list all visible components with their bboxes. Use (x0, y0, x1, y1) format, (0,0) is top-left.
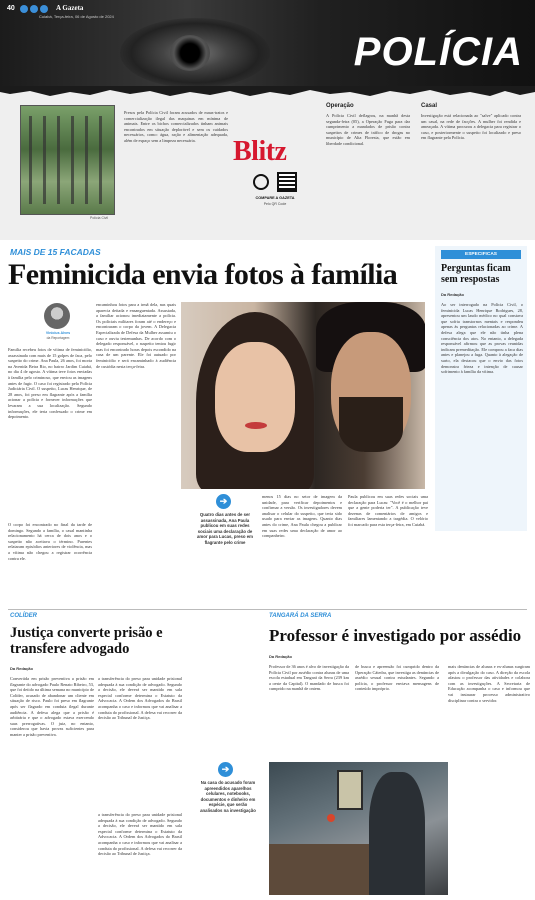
section-title: POLÍCIA (353, 30, 523, 74)
section-divider (8, 609, 527, 610)
brand-name: A Gazeta (56, 4, 84, 12)
qr-code-icon (277, 172, 297, 192)
torn-edge-shape (0, 86, 535, 98)
bottom-left-byline: Da Redação (10, 666, 33, 671)
edition-date: Cuiabá, Terça-feira, 06 de Agosto de 2024 (39, 14, 114, 19)
sidebar-byline: Da Redação (441, 292, 464, 297)
bottom-left-column-1: Convertida em prisão preventiva a prisão em flagrante do advogado Paulo Renato Ribeiro, 53, que foi detido na última semana no município de Colíder, acusado de abandonar um cliente em situação de risco. Paulo foi preso em flagrante após ser flagrado em conduta ilegal durante audiência. A defesa alega que a prisão é arbitrária e que o advogado estava exercendo suas prerrogativas. O juiz, no entanto, considerou que havia provas suficientes para manter a prisão preventiva. (10, 676, 94, 737)
bottom-right-column-3: mais denúncias de alunas e ex-alunas surgiram após a divulgação do caso. A direção da escola afastou o professor das atividades e colabora com as investigações. A Secretaria de Educação acompanha o caso e informou que vai instaurar processo administrativo disciplinar contra o servidor. (448, 664, 530, 703)
main-column-4: Paula publicou em suas redes sociais uma declaração para Lucas: "Você é o melhor pai que a gente poderia ter". A publicação teve dezenas de comentários de amigos e familiares lamentando a tragédia. O velório foi marcado para esta terça-feira, em Cuiabá. (348, 494, 428, 527)
arrow-circle-icon: ➔ (218, 762, 233, 777)
main-headline: Feminicida envia fotos à família (8, 258, 398, 291)
author-avatar (44, 303, 70, 329)
arrow-circle-icon: ➔ (216, 494, 231, 509)
whatsapp-caption: COMPARE A GAZETA (255, 196, 295, 200)
case-text: Investigação está relacionada ao "salve" aplicado contra um casal, na rede de facções. A mulher foi rendida e ameaçada. A vítima procurou a delegacia para registrar o caso, e posteriormente o suspeito foi localizado e preso em flagrante pela Polícia. (421, 113, 521, 141)
operation-title: Operação (326, 103, 354, 109)
page-number: 40 (7, 5, 15, 12)
main-kicker: MAIS DE 15 FACADAS (10, 247, 101, 257)
lead-story-text: Presos pela Polícia Civil foram acusados de maus-tratos e comercialização ilegal das maquinas em mínima de animais. Entre os bichos comercializados tinham animais encontrados em situação deplorável e sem os cuidados necessários, como: água, ração e alimentação adequada, além de espaço sem a limpeza necessária. (124, 110, 228, 143)
operation-text: A Polícia Civil deflagrou, na manhã desta segunda-feira (05), a Operação Fuga para dar cumprimento a mandados de prisão contra suspeitos de crimes de tráfico de drogas no município de Alta Floresta, que estão em liberdade condicional. (326, 113, 410, 146)
pupil-shape (170, 35, 210, 71)
sidebar-headline: Perguntas ficam sem respostas (441, 263, 511, 285)
animal-cages-photo (20, 105, 115, 215)
author-role: da Reportagem (46, 336, 70, 340)
author-name: Vinicius Alves (45, 331, 71, 335)
couple-photo (181, 302, 425, 489)
main-column-1: Familia recebeu fotos de vítima de feminicídio, assassinada com mais de 15 golpes de faca, pelo suspeito do crime. Ana Paula, 26 anos, foi morta na Avenida Beira Rio, no bairro Jardim Cuiabá, no dia 4 de agosto. A vítima teve fotos enviadas à família pelo criminoso, que enviou as imagens antes de fugir. O caso foi registrado pela Polícia Judiciária Civil. O suspeito, Lucas Henrique, de 28 anos, foi preso em flagrante após a família acionar a polícia e fornecer informações que levaram a sua localização. Segundo informações, ele teria confessado o crime em depoimento. (8, 347, 92, 420)
main-column-1b: O corpo foi encontrado no final da tarde de domingo. Segundo a família, o casal mantinha relacionamento há cerca de dois anos e o suspeito não aceitava o término. Parentes relataram episódios anteriores de violência, mas a vítima não chegou a registrar ocorrência contra ele. (8, 522, 92, 561)
logo-dots-icon (20, 5, 48, 13)
sidebar-tag: ESPECIFICAS (441, 250, 521, 259)
whatsapp-icon (253, 174, 269, 190)
bottom-right-headline: Professor é investigado por assédio (269, 626, 522, 645)
bottom-left-column-2b: a transferência do preso para unidade prisional adequada à sua condição de advogado. Segundo a decisão, ele deverá ser mantido em sala especial conforme determina o Estatuto da Advocacia. A Ordem dos Advogados do Brasil acompanha o caso e informou que vai analisar a conduta do profissional. A defesa vai recorrer da decisão ao Tribunal de Justiça. (98, 812, 182, 857)
sidebar-text: Ao ser interrogado na Polícia Civil, o feminicida Lucas Henrique Rodrigues, 28, apresentou um laudo médico no qual constava que sofria transtornos mentais e respondeu apenas às perguntas relacionadas ao crime. A defesa alega que ele não tinha plena consciência dos atos. No entanto, a delegada responsável afirmou que as provas reunidas indicam premeditação. Ele comprou a faca dias antes e planejou a fuga. Quanto à alegação de surto, ela destacou que o envio das fotos demonstra frieza e intenção de causar sofrimento à família da vítima. (441, 302, 523, 375)
bottom-left-caption: Na casa do acusado foram apreendidos aparelhos celulares, notebooks, documentos e dinheiro em espécie, que serão analisados na investigação (200, 780, 256, 813)
photo-credit: Polícia Civil (90, 216, 109, 220)
whatsapp-subcaption: Pelo QR Code (263, 202, 287, 206)
bottom-right-column-1: Professor de 36 anos é alvo de investigação da Polícia Civil por assédio contra alunas de uma escola estadual em Tangará da Serra (239 km a oeste da Capital). O mandado de busca foi cumprido na manhã de ontem. (269, 664, 349, 692)
main-photo-caption: Quatro dias antes de ser assassinada, Ana Paula publicou em suas redes sociais uma declaração de amor para Lucas, preso em flagrante pelo crime (197, 512, 253, 545)
bottom-right-column-2: de busca e apreensão foi cumprido dentro da Operação Cátedra, que investiga as denúncias de assédio sexual contra estudantes. Segundo a polícia, o professor enviava mensagens de conteúdo impróprio. (355, 664, 439, 692)
classroom-photo (269, 762, 448, 895)
blitz-logo: Blitz (233, 136, 287, 167)
bottom-left-kicker: COLÍDER (10, 613, 37, 619)
main-column-3: menos 15 dias no setor de imagem da unidade, para verificar depoimentos e confirmar a versão. Os investigadores devem analisar o celular do suspeito, que teria sido usado para enviar as imagens. Quanto dias antes do crime, Ana Paula chegou a publicar em suas redes uma declaração de amor ao companheiro. (262, 494, 342, 539)
bottom-right-kicker: TANGARÁ DA SERRA (269, 613, 332, 619)
bottom-right-byline: Da Redação (269, 654, 292, 659)
bottom-left-headline: Justiça converte prisão e transfere advogado (10, 625, 163, 657)
main-column-2: encaminhou fotos para a irmã dela, nas quais aparecia deitada e ensanguentada. Assustada, a familiar acionou imediatamente a polícia. Os policiais militares foram até o endereço e encontraram o corpo da jovem. A Delegacia Especializada de Defesa da Mulher assumiu o caso e ouviu testemunhas. De acordo com o delegado responsável, o suspeito tentou fugir mas foi encontrado horas depois escondido na casa de um parente. Ele foi autuado por feminicídio e será encaminhado à audiência de custódia nesta terça-feira. (96, 302, 176, 369)
case-title: Casal (421, 103, 438, 109)
bottom-left-column-2: a transferência do preso para unidade prisional adequada à sua condição de advogado. Segundo a decisão, ele deverá ser mantido em sala especial conforme determina o Estatuto da Advocacia. A Ordem dos Advogados do Brasil acompanha o caso e informou que vai analisar a conduta do profissional. A defesa vai recorrer da decisão ao Tribunal de Justiça. (98, 676, 182, 721)
